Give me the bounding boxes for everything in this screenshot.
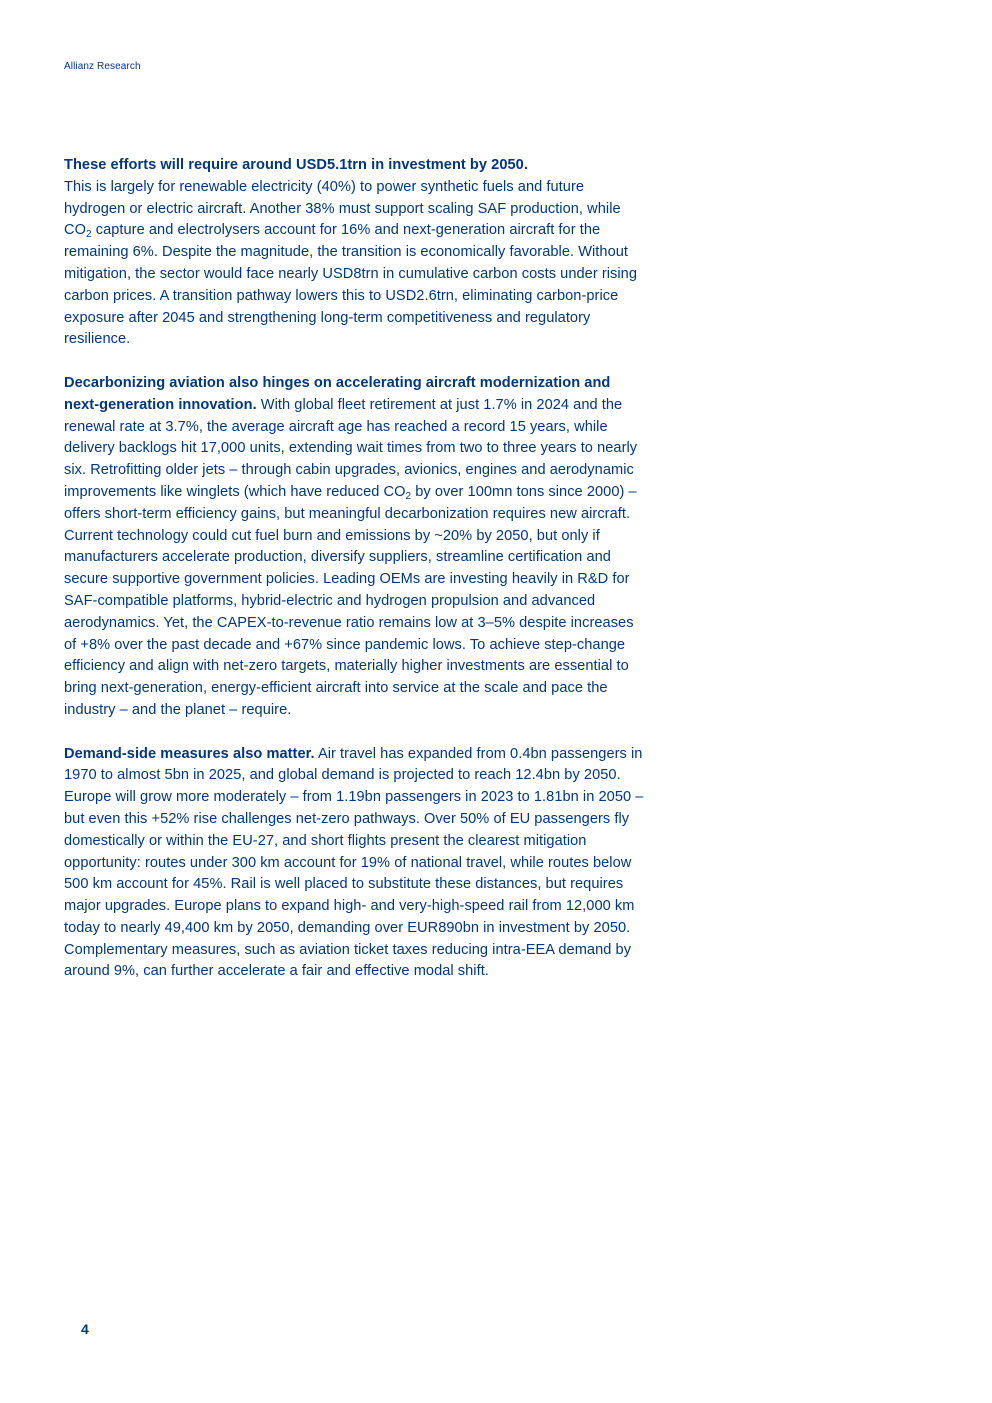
paragraph-investment: [64, 155, 649, 351]
paragraph-text: This is largely for renewable electricity (40%) to power synthetic fuels and future hydrogen or electric aircraft. Another 38% must support scaling SAF production, while CO: [64, 178, 621, 239]
paragraph-demand: [64, 744, 649, 984]
publisher-header: Allianz Research: [64, 61, 141, 72]
paragraph-text-continued: capture and electrolysers account for 16% and next-generation aircraft for the remaining 6%. Despite the magnitude, the transition is economically favorable. Without mitigation, the sector would face nearly USD8trn in cumulative carbon costs under rising carbon prices. A transition pathway lowers this to USD2.6trn, eliminating carbon-price exposure after 2045 and strengthening long-term competitiveness and regulatory resilience.: [64, 222, 638, 348]
paragraph-lead: These efforts will require around USD5.1trn in investment by 2050.: [64, 157, 528, 173]
paragraph-lead: Demand-side measures also matter.: [64, 745, 315, 762]
article-body: [64, 155, 649, 1005]
page-number: 4: [81, 1321, 89, 1337]
co2-subscript: 2: [86, 229, 92, 241]
paragraph-text: Air travel has expanded from 0.4bn passengers in 1970 to almost 5bn in 2025, and global demand is projected to reach 12.4bn by 2050. Europe will grow more moderately – from 1.19bn passengers in 2023 to 1.81bn in 2050 – but even this +52% rise challenges net-zero pathways. Over 50% of EU passengers fly domestically or within the EU-27, and short flights present the clearest mitigation opportunity: routes under 300 km account for 19% of national travel, while routes below 500 km account for 45%. Rail is well placed to substitute these distances, but requires major upgrades. Europe plans to expand high- and very-high-speed rail from 12,000 km today to nearly 49,400 km by 2050, demanding over EUR890bn in investment by 2050. Complementary measures, such as aviation ticket taxes reducing intra-EEA demand by around 9%, can further accelerate a fair and effective modal shift.: [64, 745, 644, 980]
paragraph-text: With global fleet retirement at just 1.7% in 2024 and the renewal rate at 3.7%, the average aircraft age has reached a record 15 years, while delivery backlogs hit 17,000 units, extending wait times from two to three years to nearly six. Retrofitting older jets – through cabin upgrades, avionics, engines and aerodynamic improvements like winglets (which have reduced CO: [64, 396, 638, 500]
co2-subscript: 2: [405, 490, 412, 502]
paragraph-lead: Decarbonizing aviation also hinges on accelerating aircraft modernization and next-generation innovation.: [64, 374, 611, 413]
paragraph-text-continued: by over 100mn tons since 2000) – offers short-term efficiency gains, but meaningful decarbonization requires new aircraft. Current technology could cut fuel burn and emissions by ~20% by 2050, but only if manufacturers accelerate production, diversify suppliers, streamline certification and secure supportive government policies. Leading OEMs are investing heavily in R&D for SAF-compatible platforms, hybrid-electric and hydrogen propulsion and advanced aerodynamics. Yet, the CAPEX-to-revenue ratio remains low at 3–5% despite increases of +8% over the past decade and +67% since pandemic lows. To achieve step-change efficiency and align with net-zero targets, materially higher investments are essential to bring next-generation, energy-efficient aircraft into service at the scale and pace the industry – and the planet – require.: [64, 483, 637, 718]
paragraph-modernization: [64, 373, 649, 722]
